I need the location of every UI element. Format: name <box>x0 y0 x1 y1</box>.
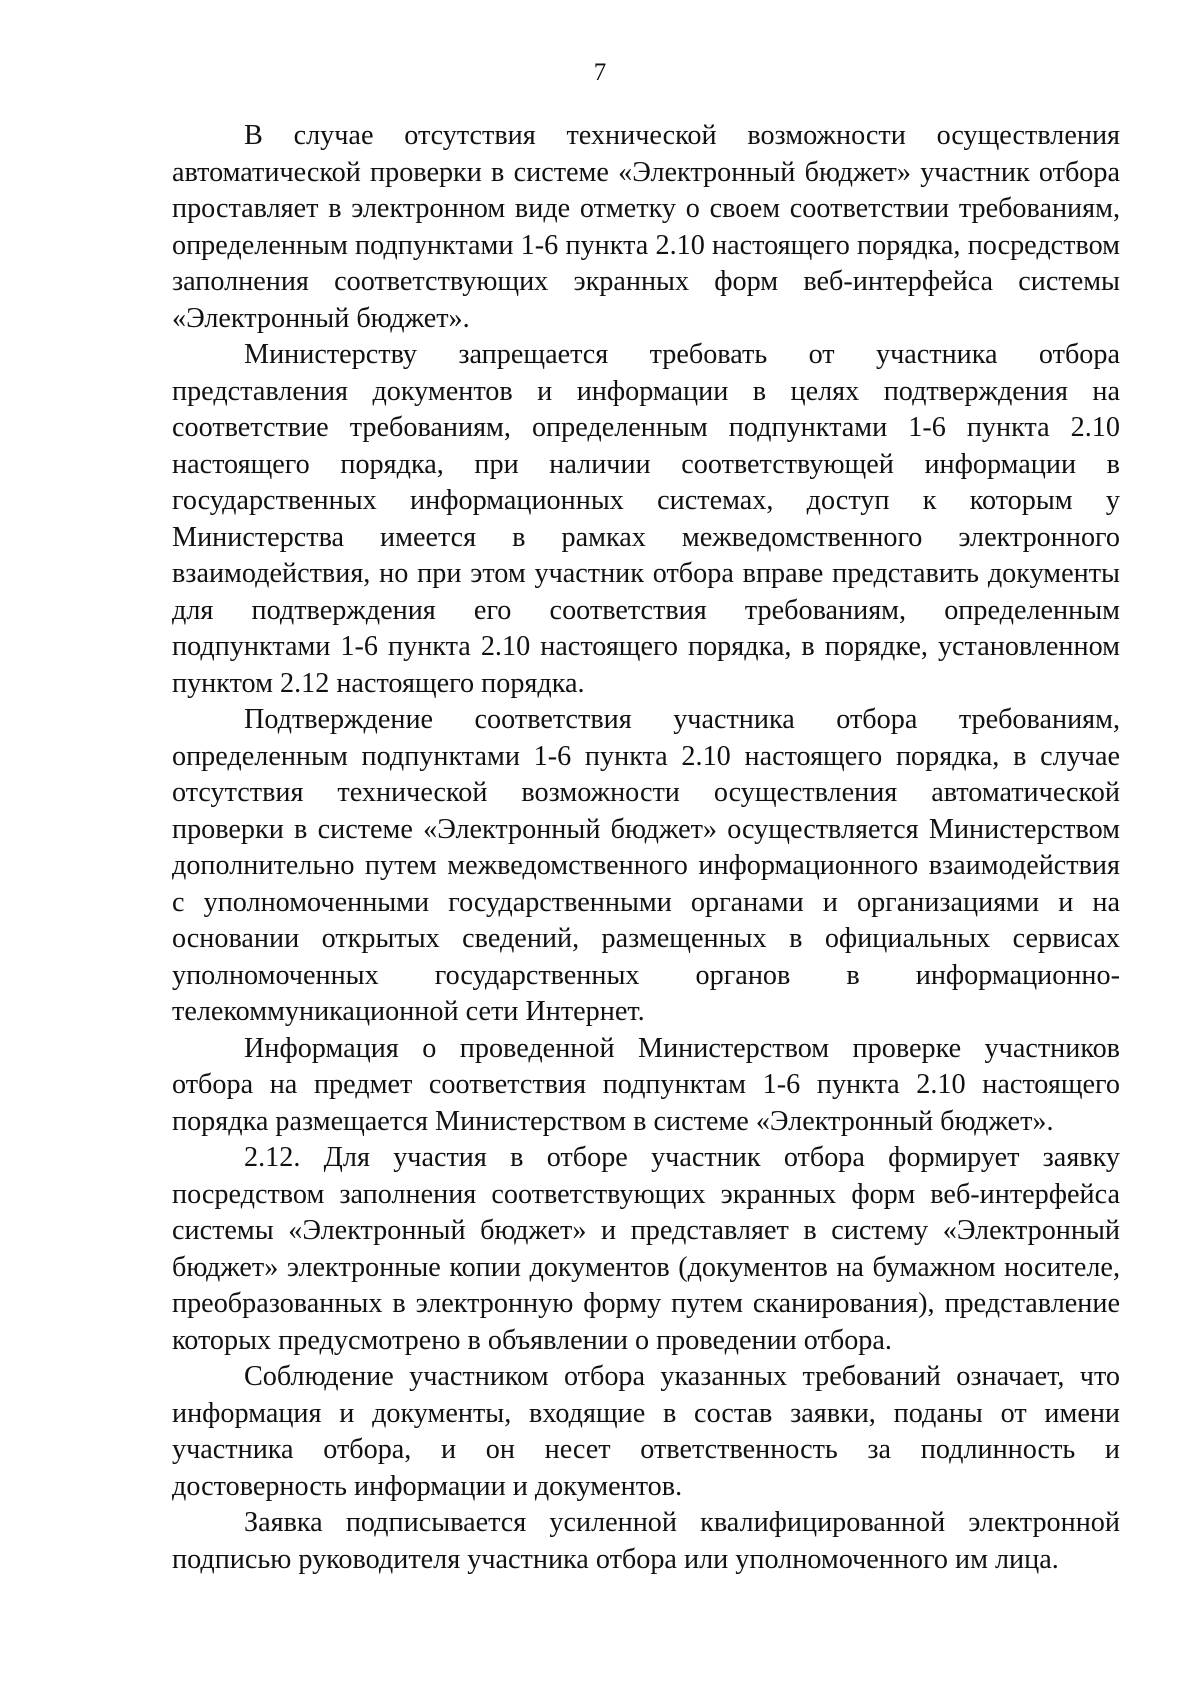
paragraph-compliance-confirmation: Подтверждение соответствия участника отбора требованиям, определенным подпунктами 1-6 пункта 2.10 настоящего порядка, в случае отсутствия технической возможности осуществления автоматической проверки в системе «Электронный бюджет» осуществляется Министерством дополнительно путем межведомственного информационного взаимодействия с уполномоченными государственными органами и организациями и на основании открытых сведений, размещенных в официальных сервисах уполномоченных государственных органов в информационно-телекоммуникационной сети Интернет. <box>172 704 1120 1027</box>
paragraph-ministry-prohibition: Министерству запрещается требовать от участника отбора представления документов и информации в целях подтверждения на соответствие требованиям, определенным подпунктами 1-6 пункта 2.10 настоящего порядка, при наличии соответствующей информации в государственных информационных системах, доступ к которым у Министерства имеется в рамках межведомственного электронного взаимодействия, но при этом участник отбора вправе представить документы для подтверждения его соответствия требованиям, определенным подпунктами 1-6 пункта 2.10 настоящего порядка, в порядке, установленном пунктом 2.12 настоящего порядка. <box>172 339 1120 699</box>
paragraph-check-information: Информация о проведенной Министерством проверке участников отбора на предмет соответствия подпунктам 1-6 пункта 2.10 настоящего порядка размещается Министерством в системе «Электронный бюджет». <box>172 1032 1120 1137</box>
page-number: 7 <box>593 59 607 86</box>
document-body <box>172 118 1120 1578</box>
paragraph-application-2-12: 2.12. Для участия в отборе участник отбора формирует заявку посредством заполнения соответствующих экранных форм веб-интерфейса системы «Электронный бюджет» и представляет в систему «Электронный бюджет» электронные копии документов (документов на бумажном носителе, преобразованных в электронную форму путем сканирования), представление которых предусмотрено в объявлении о проведении отбора. <box>172 1142 1120 1356</box>
paragraph-application-signature: Заявка подписывается усиленной квалифицированной электронной подписью руководителя участника отбора или уполномоченного им лица. <box>172 1507 1120 1575</box>
paragraph-electronic-mark: В случае отсутствия технической возможности осуществления автоматической проверки в системе «Электронный бюджет» участник отбора проставляет в электронном виде отметку о своем соответствии требованиям, определенным подпунктами 1-6 пункта 2.10 настоящего порядка, посредством заполнения соответствующих экранных форм веб-интерфейса системы «Электронный бюджет». <box>172 120 1120 334</box>
paragraph-requirements-compliance: Соблюдение участником отбора указанных требований означает, что информация и документы, входящие в состав заявки, поданы от имени участника отбора, и он несет ответственность за подлинность и достоверность информации и документов. <box>172 1361 1120 1502</box>
